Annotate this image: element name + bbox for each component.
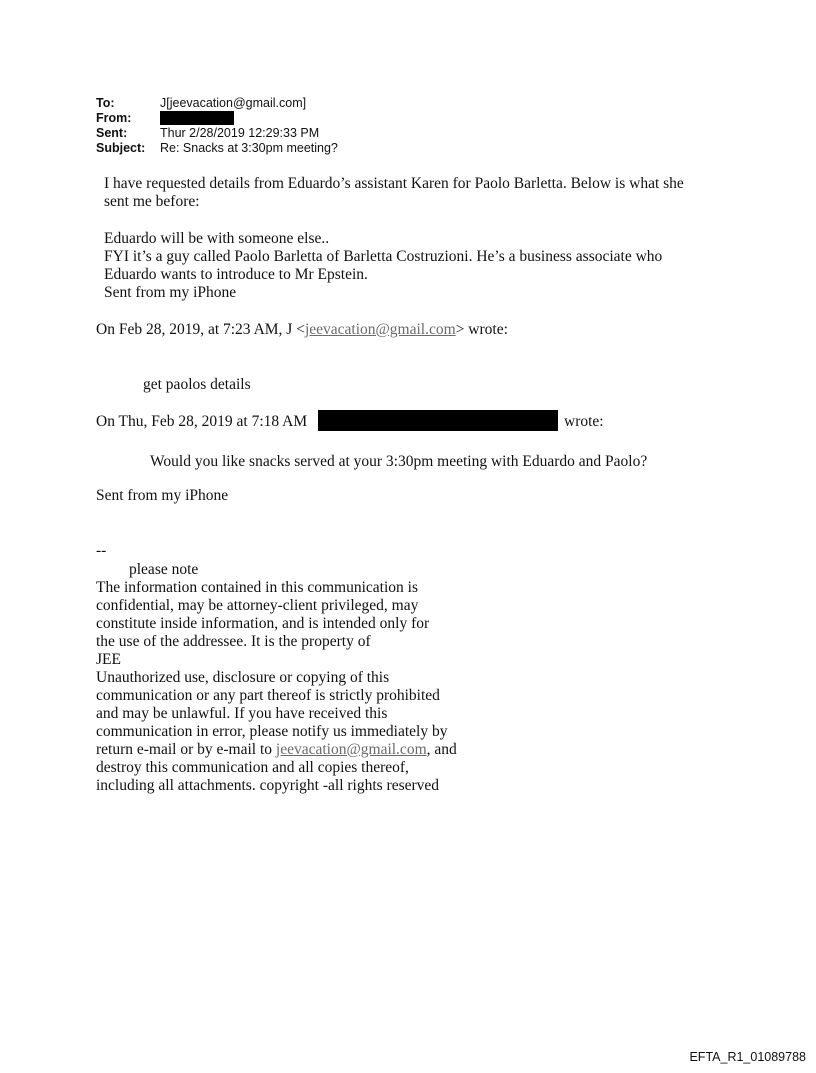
email-header (96, 96, 338, 156)
redaction-block (318, 410, 558, 431)
from-label: From: (96, 111, 132, 125)
quote-line2: FYI it’s a guy called Paolo Barletta of Barletta Costruzioni. He’s a business associate who (104, 248, 663, 265)
redaction-block (160, 111, 234, 125)
from-row (96, 111, 338, 126)
sent-row (96, 126, 338, 141)
quote-line3: Eduardo wants to introduce to Mr Epstein. (104, 266, 368, 283)
disclaimer-line: communication or any part thereof is strictly prohibited (96, 687, 440, 704)
reply1-text: get paolos details (143, 376, 251, 393)
subject-row (96, 141, 338, 156)
document-id: EFTA_R1_01089788 (689, 1050, 806, 1064)
disclaimer-line: Unauthorized use, disclosure or copying of this (96, 669, 390, 686)
quote-line1: Eduardo will be with someone else.. (104, 230, 330, 247)
subject-label: Subject: (96, 141, 146, 155)
subject-value: Re: Snacks at 3:30pm meeting? (160, 141, 338, 155)
sent-from-iphone: Sent from my iPhone (96, 487, 229, 504)
disclaimer-email-prefix: return e-mail or by e-mail to (96, 741, 276, 758)
reply1-header (96, 321, 508, 339)
to-row (96, 96, 338, 111)
disclaimer-email-link[interactable]: jeevacation@gmail.com (275, 741, 427, 758)
to-value: J[jeevacation@gmail.com] (160, 96, 307, 110)
reply1-email-link[interactable]: jeevacation@gmail.com (304, 321, 456, 338)
disclaimer-line: destroy this communication and all copies thereof, (96, 759, 409, 776)
reply1-prefix: On Feb 28, 2019, at 7:23 AM, J < (96, 321, 305, 338)
disclaimer-line: communication in error, please notify us immediately by (96, 723, 448, 740)
disclaimer-line-email (96, 741, 457, 759)
disclaimer-line: including all attachments. copyright -all rights reserved (96, 777, 440, 794)
reply1-suffix: > wrote: (455, 321, 508, 338)
body-para1-line1: I have requested details from Eduardo’s assistant Karen for Paolo Barletta. Below is what she (104, 175, 684, 192)
disclaimer-line: The information contained in this communication is (96, 579, 418, 596)
disclaimer-line: and may be unlawful. If you have received this (96, 705, 388, 722)
reply2-header-prefix: On Thu, Feb 28, 2019 at 7:18 AM (96, 413, 308, 430)
please-note: please note (129, 561, 199, 578)
to-label: To: (96, 96, 115, 110)
signature-dashes: -- (96, 542, 107, 559)
disclaimer-line: confidential, may be attorney-client privileged, may (96, 597, 419, 614)
sent-value: Thur 2/28/2019 12:29:33 PM (160, 126, 320, 140)
disclaimer-line: constitute inside information, and is intended only for (96, 615, 430, 632)
quote-line4: Sent from my iPhone (104, 284, 237, 301)
disclaimer-line: JEE (96, 651, 121, 668)
disclaimer-line: the use of the addressee. It is the property of (96, 633, 371, 650)
disclaimer-email-suffix: , and (426, 741, 457, 758)
reply2-text: Would you like snacks served at your 3:30pm meeting with Eduardo and Paolo? (150, 453, 648, 470)
body-para1-line2: sent me before: (104, 193, 200, 210)
reply2-header-suffix: wrote: (564, 413, 604, 430)
sent-label: Sent: (96, 126, 128, 140)
